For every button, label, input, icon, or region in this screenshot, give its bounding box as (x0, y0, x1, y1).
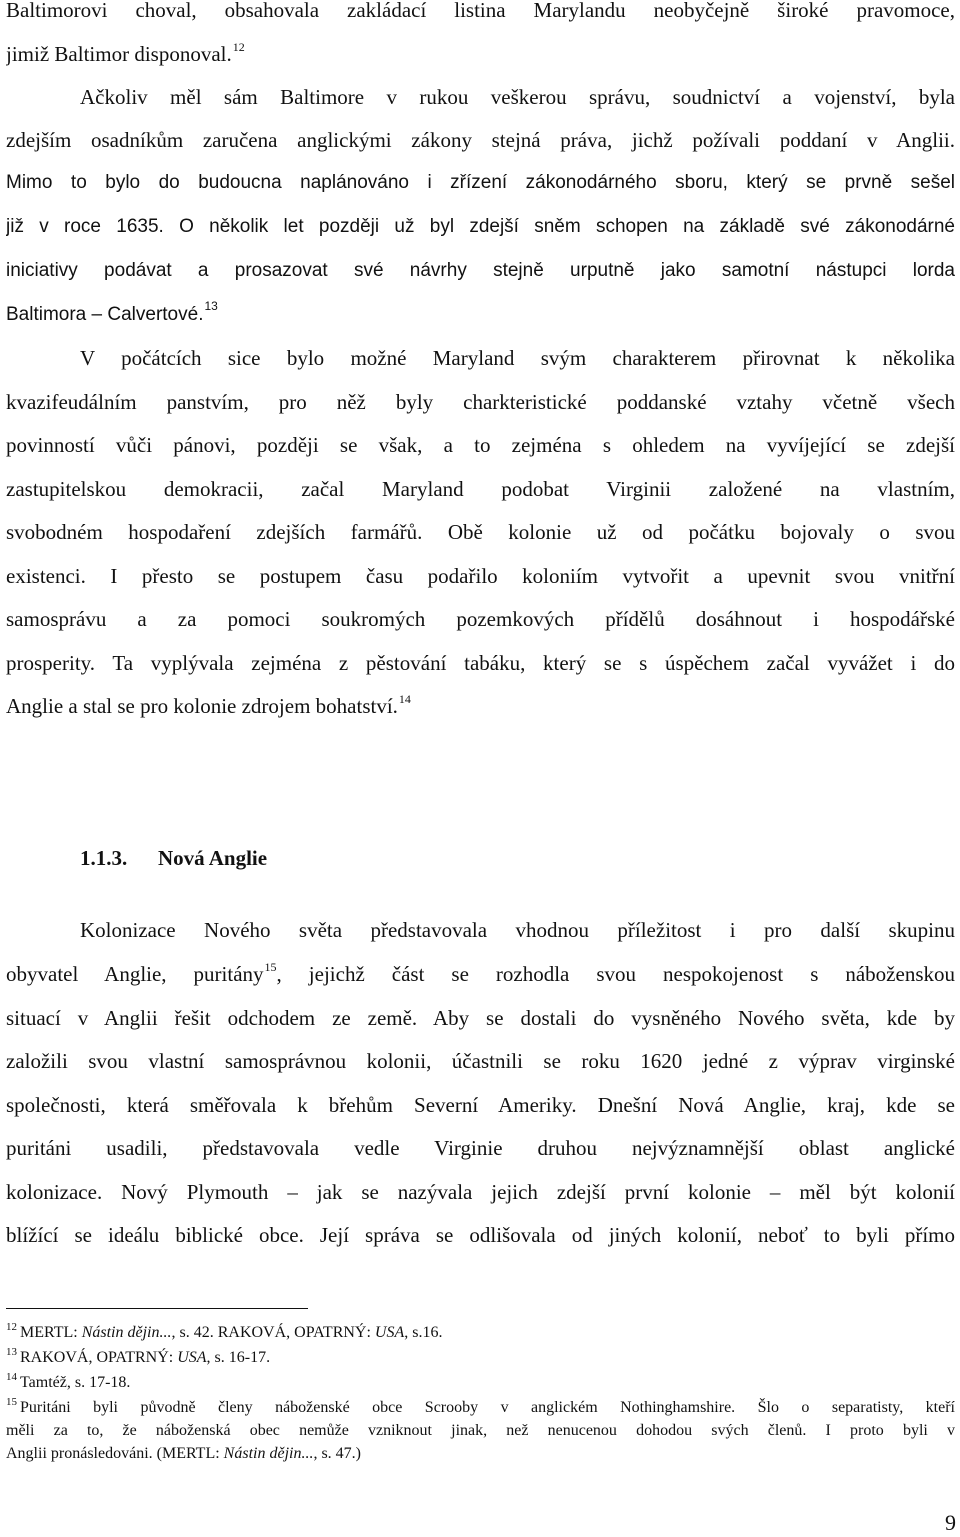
section-number: 1.1.3. (80, 846, 128, 870)
page-number: 9 (945, 1510, 956, 1535)
body-line: blížící se ideálu biblické obce. Její správa se odlišovala od jiných kolonií, neboť to byli přímo (6, 1223, 955, 1247)
footnote-line (6, 1420, 955, 1442)
footnote-ref: 14 (398, 692, 411, 706)
footnote-number: 14 (6, 1372, 17, 1383)
body-line: V počátcích sice bylo možné Maryland svým charakterem přirovnat k několika (80, 346, 955, 370)
body-line: Kolonizace Nového světa představovala vhodnou příležitost i pro další skupinu (80, 918, 955, 942)
body-line: existenci. I přesto se postupem času podařilo koloniím vytvořit a upevnit svou vnitřní (6, 564, 955, 588)
section-title: Nová Anglie (158, 846, 268, 870)
footnote-text: Puritáni byli původně členy náboženské obce Scrooby v anglickém Nothinghamshire. Šlo o separatisty, kteří (20, 1399, 955, 1416)
body-line: Baltimorovi choval, obsahovala zakládací listina Marylandu neobyčejně široké pravomoce, (6, 0, 955, 22)
body-line: založili svou vlastní samosprávnou kolonii, účastnili se roku 1620 jedné z výprav virginské (6, 1049, 955, 1073)
body-line: Mimo to bylo do budoucna naplánováno i zřízení zákonodárného sboru, který se prvně sešel (6, 172, 955, 193)
footnote-text: USA (177, 1349, 207, 1366)
body-line: kolonizace. Nový Plymouth – jak se nazývala jejich zdejší první kolonie – měl být kolonií (6, 1180, 955, 1204)
footnote-text: RAKOVÁ, OPATRNÝ: (20, 1349, 178, 1366)
footnote-number: 15 (6, 1397, 17, 1408)
footnote-text: , s. 16-17. (206, 1349, 271, 1366)
body-line: kvazifeudálním panstvím, pro něž byly charkteristické poddanské vztahy včetně všech (6, 390, 955, 414)
section-heading (80, 842, 267, 874)
footnote-ref: 13 (204, 299, 218, 313)
body-line: situací v Anglii řešit odchodem ze země. Aby se dostali do vysněného Nového světa, kde by (6, 1006, 955, 1030)
footnote-text: , s. 42. RAKOVÁ, OPATRNÝ: (171, 1324, 375, 1341)
footnote-text: měli za to, že náboženská obec nemůže vzniknout jinak, než nenucenou dohodou svých členů. I proto byli v (6, 1422, 955, 1439)
footnote-separator (6, 1308, 308, 1309)
footnote-text: , s. 47.) (313, 1445, 362, 1462)
footnote-text: Tamtéž, s. 17-18. (20, 1374, 131, 1391)
body-line: Baltimora – Calvertové.$^{13}$ (6, 299, 218, 325)
footnote-ref: 15 (264, 960, 277, 974)
footnote-line (6, 1347, 955, 1369)
footnote-number: 13 (6, 1347, 17, 1358)
body-line: prosperity. Ta vyplývala zejména z pěstování tabáku, který se s úspěchem začal vyvážet i do (6, 651, 955, 675)
body-line: puritáni usadili, představovala vedle Virginie druhou nejvýznamnější oblast anglické (6, 1136, 955, 1160)
footnote-line (6, 1372, 955, 1394)
footnote-ref: 12 (232, 40, 245, 54)
footnote-line (6, 1397, 955, 1419)
body-line: Ačkoliv měl sám Baltimore v rukou veškerou správu, soudnictví a vojenství, byla (80, 85, 955, 109)
body-line: již v roce 1635. O několik let později už byl zdejší sněm schopen na základě své zákonodárné (6, 216, 955, 237)
body-line: povinností vůči pánovi, později se však, a to zejména s ohledem na vyvíjející se zdejší (6, 433, 955, 457)
body-line: svobodném hospodaření zdejších farmářů. Obě kolonie už od počátku bojovaly o svou (6, 520, 955, 544)
body-line: zastupitelskou demokracii, začal Maryland podobat Virginii založené na vlastním, (6, 477, 955, 501)
footnote-line (6, 1443, 955, 1465)
body-line: jimiž Baltimor disponoval.$^{12}$ (6, 40, 245, 66)
body-line: samosprávu a za pomoci soukromých pozemkových přídělů dosáhnout i hospodářské (6, 607, 955, 631)
footnote-text: MERTL: (20, 1324, 82, 1341)
footnote-text: Anglii pronásledováni. (MERTL: (6, 1445, 224, 1462)
body-line: Anglie a stal se pro kolonie zdrojem bohatství.$^{14}$ (6, 692, 411, 718)
footnote-text: , s.16. (404, 1324, 443, 1341)
body-line: společnosti, která směřovala k břehům Severní Ameriky. Dnešní Nová Anglie, kraj, kde se (6, 1093, 955, 1117)
footnote-text: USA (374, 1324, 405, 1341)
footnote-text: Nástin dějin... (223, 1445, 314, 1462)
body-line: obyvatel Anglie, puritány$^{15}$, jejichž část se rozhodla svou nespokojenost s náboženskou (6, 960, 955, 986)
footnote-number: 12 (6, 1322, 17, 1333)
footnote-text: Nástin dějin... (81, 1324, 172, 1341)
body-line: zdejším osadníkům zaručena anglickými zákony stejná práva, jichž požívali poddaní v Anglii. (6, 128, 955, 152)
body-line: iniciativy podávat a prosazovat své návrhy stejně urputně jako samotní nástupci lorda (6, 260, 955, 281)
footnote-line (6, 1322, 955, 1344)
